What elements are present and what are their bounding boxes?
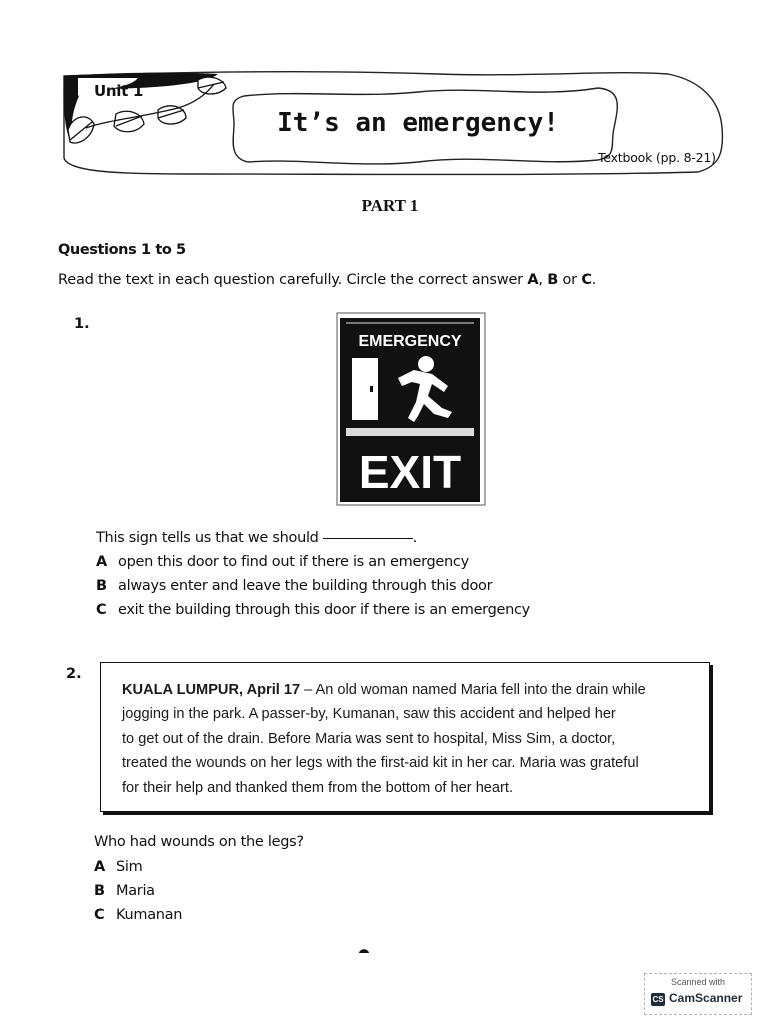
sign-bottom-text: EXIT (358, 446, 462, 498)
question-2-stem: Who had wounds on the legs? (94, 834, 304, 850)
page-mark (358, 946, 370, 954)
question-1-option-c[interactable]: C exit the building through this door if there is an emergency (96, 602, 530, 618)
question-1-number: 1. (74, 316, 90, 332)
answer-blank (323, 538, 413, 539)
question-1-option-b[interactable]: B always enter and leave the building through this door (96, 578, 493, 594)
question-2-option-a[interactable]: A Sim (94, 859, 143, 875)
question-2-option-b[interactable]: B Maria (94, 883, 155, 899)
news-report-text: KUALA LUMPUR, April 17 – An old woman named Maria fell into the drain while jogging in the park. A passer-by, Kumanan, saw this accident and helped her to get out of the drain. Before Maria was sent to hospital, Miss Sim, a doctor, treated the wounds on her legs with the first-aid kit in her car. Maria was grateful for their help and thanked them from the bottom of her heart. (122, 682, 646, 796)
textbook-reference: Textbook (pp. 8-21) (598, 150, 716, 165)
sign-top-text: EMERGENCY (358, 333, 462, 350)
emergency-exit-sign (336, 312, 486, 506)
camscanner-logo-icon: CS (652, 995, 664, 1004)
part-title: PART 1 (361, 196, 419, 215)
question-2-option-c[interactable]: C Kumanan (94, 907, 183, 923)
questions-range: Questions 1 to 5 (58, 242, 186, 258)
watermark-caption: Scanned with (670, 977, 726, 987)
question-1-option-a[interactable]: A open this door to find out if there is an emergency (96, 554, 469, 570)
watermark-brand: CamScanner (669, 991, 743, 1005)
unit-title: It’s an emergency! (277, 108, 559, 138)
camscanner-watermark (644, 973, 752, 1015)
unit-label: Unit 1 (94, 82, 144, 100)
question-1-stem: This sign tells us that we should . (96, 530, 417, 546)
door-icon (352, 358, 378, 420)
news-dateline: KUALA LUMPUR, April 17 (122, 682, 301, 698)
question-2-number: 2. (66, 666, 82, 682)
instructions: Read the text in each question carefully. Circle the correct answer A, B or C. (58, 272, 597, 288)
